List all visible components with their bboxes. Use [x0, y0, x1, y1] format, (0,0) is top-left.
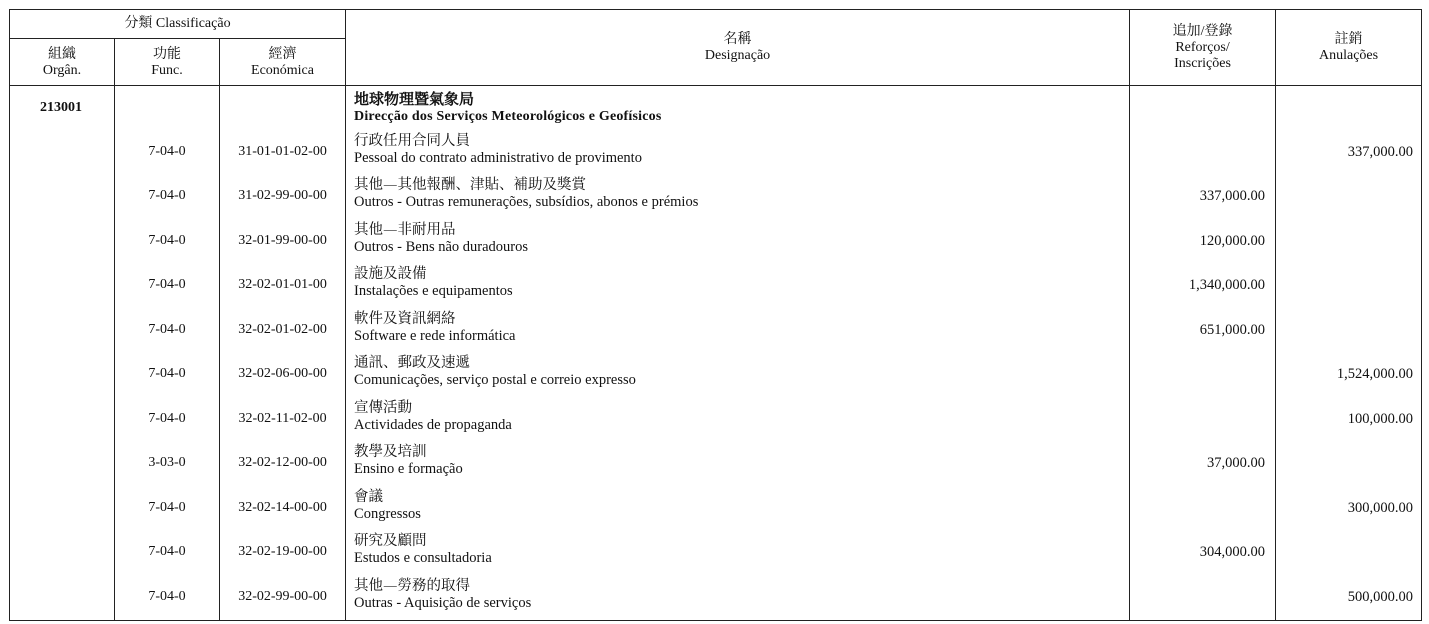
designation-zh: 設施及設備 [354, 266, 427, 282]
reinforcement-cell [1130, 398, 1276, 443]
cancellation-cell [1276, 442, 1422, 487]
designation-pt: Outras - Aquisição de serviços [354, 594, 532, 611]
cancellation-header [1276, 10, 1422, 86]
function-code: 7-04-0 [148, 410, 186, 426]
department-name-zh: 地球物理暨氣象局 [354, 90, 475, 108]
designation-zh: 會議 [354, 488, 384, 505]
function-code: 7-04-0 [148, 277, 186, 292]
designation-pt: Instalações e equipamentos [354, 283, 513, 299]
economic-header-zh: 經濟 [268, 47, 297, 62]
function-cell [115, 131, 220, 176]
reinforcement-cell [1130, 442, 1276, 487]
economic-cell [220, 353, 346, 398]
table-body [10, 86, 1422, 621]
reinforcement-amount: 1,340,000.00 [1188, 277, 1266, 293]
department-code: 213001 [40, 100, 82, 115]
designation-zh: 行政任用合同人員 [354, 132, 471, 149]
economic-code: 31-01-01-02-00 [238, 143, 327, 159]
function-code: 7-04-0 [148, 499, 186, 515]
reinforcement-amount: 120,000.00 [1199, 232, 1266, 249]
designation-header [346, 10, 1130, 86]
reinforcement-amount [1130, 398, 1265, 411]
economic-cell [220, 86, 346, 131]
designation-cell [346, 309, 1130, 354]
function-cell [115, 531, 220, 576]
designation-pt: Pessoal do contrato administrativo de provimento [354, 149, 642, 166]
reinforcement-cell [1130, 131, 1276, 176]
economic-cell [220, 487, 346, 532]
economic-code: 31-02-99-00-00 [238, 188, 327, 203]
cancellation-amount [1276, 175, 1413, 188]
function-cell [115, 220, 220, 265]
designation-cell [346, 442, 1130, 487]
designation-pt: Ensino e formação [354, 461, 463, 477]
economic-code: 32-02-01-02-00 [238, 321, 327, 337]
designation-cell [346, 353, 1130, 398]
reinforcement-header [1130, 10, 1276, 86]
cancellation-cell [1276, 353, 1422, 398]
table-row [10, 220, 1422, 265]
table-row [10, 442, 1422, 487]
economic-cell [220, 576, 346, 621]
reinforcement-cell [1130, 264, 1276, 309]
cancellation-cell [1276, 264, 1422, 309]
function-code: 7-04-0 [148, 588, 186, 604]
cancellation-amount [1276, 531, 1413, 544]
reinforcement-cell [1130, 353, 1276, 398]
reinforcement-cell [1130, 86, 1276, 131]
reinforcement-cell [1130, 487, 1276, 532]
table-row [10, 398, 1422, 443]
organ-cell [10, 131, 115, 176]
table-row [10, 531, 1422, 576]
organ-cell [10, 353, 115, 398]
function-header [115, 39, 220, 86]
function-cell [115, 175, 220, 220]
reinforcement-cell [1130, 309, 1276, 354]
reinforcement-amount [1130, 576, 1265, 589]
function-cell [115, 442, 220, 487]
cancellation-amount: 500,000.00 [1347, 588, 1414, 605]
cancellation-amount [1276, 309, 1413, 322]
designation-cell [346, 175, 1130, 220]
designation-pt: Comunicações, serviço postal e correio expresso [354, 372, 636, 388]
designation-pt: Software e rede informática [354, 327, 516, 344]
designation-zh: 其他—其他報酬、津貼、補助及獎賞 [354, 177, 587, 193]
cancellation-header-zh: 註銷 [1334, 31, 1363, 47]
reinforcement-header-zh: 追加/登錄 [1172, 23, 1233, 39]
economic-cell [220, 264, 346, 309]
economic-cell [220, 398, 346, 443]
table-row [10, 576, 1422, 621]
economic-code: 32-02-99-00-00 [238, 588, 327, 604]
organ-cell [10, 175, 115, 220]
function-code: 3-03-0 [148, 455, 186, 470]
economic-header-pt: Económica [251, 63, 314, 78]
designation-cell [346, 86, 1130, 131]
organ-cell [10, 398, 115, 443]
cancellation-amount [1276, 264, 1413, 277]
reinforcement-amount: 37,000.00 [1207, 455, 1266, 471]
reinforcement-amount [1130, 131, 1265, 144]
function-code: 7-04-0 [148, 232, 186, 248]
reinforcement-amount [1130, 487, 1265, 500]
cancellation-amount: 1,524,000.00 [1336, 366, 1414, 382]
designation-cell [346, 398, 1130, 443]
economic-cell [220, 220, 346, 265]
designation-cell [346, 220, 1130, 265]
table-row [10, 131, 1422, 176]
cancellation-amount [1276, 442, 1413, 455]
designation-header-zh: 名稱 [723, 31, 752, 47]
cancellation-header-pt: Anulações [1318, 47, 1379, 63]
function-code: 7-04-0 [148, 143, 186, 159]
organ-header-zh: 組織 [48, 47, 76, 62]
designation-zh: 通訊、郵政及速遞 [354, 355, 471, 371]
designation-zh: 教學及培訓 [354, 444, 427, 460]
cancellation-amount [1276, 220, 1413, 233]
function-cell [115, 576, 220, 621]
function-cell [115, 264, 220, 309]
function-cell [115, 86, 220, 131]
economic-code: 32-01-99-00-00 [238, 232, 327, 248]
cancellation-amount: 300,000.00 [1347, 499, 1414, 516]
cancellation-cell [1276, 220, 1422, 265]
function-header-zh: 功能 [153, 47, 181, 62]
economic-cell [220, 309, 346, 354]
reinforcement-amount: 337,000.00 [1199, 188, 1266, 204]
reinforcement-cell [1130, 220, 1276, 265]
economic-code: 32-02-12-00-00 [238, 455, 327, 470]
table-row [10, 264, 1422, 309]
cancellation-cell [1276, 131, 1422, 176]
department-name-pt: Direcção dos Serviços Meteorológicos e Geofísicos [354, 109, 662, 124]
organ-cell [10, 220, 115, 265]
economic-code: 32-02-01-01-00 [238, 277, 327, 292]
reinforcement-header-pt2: Inscrições [1174, 55, 1231, 71]
designation-cell [346, 576, 1130, 621]
cancellation-cell [1276, 531, 1422, 576]
organ-header [10, 39, 115, 86]
economic-cell [220, 531, 346, 576]
classification-header: 分類 Classificação [10, 10, 346, 39]
reinforcement-header-pt1: Reforços/ [1175, 39, 1230, 55]
function-code: 7-04-0 [148, 188, 186, 203]
designation-cell [346, 264, 1130, 309]
economic-cell [220, 131, 346, 176]
cancellation-cell [1276, 576, 1422, 621]
reinforcement-cell [1130, 531, 1276, 576]
cancellation-cell [1276, 175, 1422, 220]
designation-zh: 宣傳活動 [354, 399, 413, 416]
economic-cell [220, 175, 346, 220]
designation-pt: Congressos [354, 505, 421, 522]
reinforcement-cell [1130, 175, 1276, 220]
reinforcement-amount: 304,000.00 [1199, 544, 1266, 560]
designation-pt: Actividades de propaganda [354, 416, 512, 433]
designation-cell [346, 487, 1130, 532]
cancellation-amount: 337,000.00 [1347, 143, 1414, 160]
function-cell [115, 353, 220, 398]
table-header [10, 10, 1422, 86]
cancellation-cell [1276, 487, 1422, 532]
cancellation-cell [1276, 86, 1422, 131]
function-cell [115, 398, 220, 443]
economic-code: 32-02-19-00-00 [238, 544, 327, 559]
organ-cell [10, 487, 115, 532]
organ-cell [10, 309, 115, 354]
organ-cell [10, 86, 115, 131]
budget-table [9, 9, 1422, 621]
reinforcement-amount: 651,000.00 [1199, 321, 1266, 338]
designation-header-pt: Designação [704, 47, 771, 63]
function-cell [115, 487, 220, 532]
organ-cell [10, 576, 115, 621]
function-code: 7-04-0 [148, 321, 186, 337]
organ-cell [10, 264, 115, 309]
table-row [10, 175, 1422, 220]
table-row [10, 487, 1422, 532]
cancellation-amount: 100,000.00 [1347, 410, 1414, 427]
designation-pt: Estudos e consultadoria [354, 550, 492, 566]
function-code: 7-04-0 [148, 366, 186, 381]
economic-header [220, 39, 346, 86]
cancellation-cell [1276, 398, 1422, 443]
table-row [10, 309, 1422, 354]
organ-header-pt: Orgân. [42, 63, 82, 78]
economic-code: 32-02-06-00-00 [238, 366, 327, 381]
designation-cell [346, 131, 1130, 176]
table-row [10, 353, 1422, 398]
function-header-pt: Func. [151, 63, 183, 78]
function-code: 7-04-0 [148, 544, 186, 559]
department-row [10, 86, 1422, 131]
designation-zh: 其他—非耐用品 [354, 221, 456, 238]
organ-cell [10, 442, 115, 487]
organ-cell [10, 531, 115, 576]
designation-zh: 研究及顧問 [354, 533, 427, 549]
economic-code: 32-02-14-00-00 [238, 499, 327, 515]
economic-cell [220, 442, 346, 487]
designation-cell [346, 531, 1130, 576]
reinforcement-amount [1130, 353, 1265, 366]
designation-zh: 其他—勞務的取得 [354, 577, 471, 594]
designation-zh: 軟件及資訊網絡 [354, 310, 456, 327]
cancellation-cell [1276, 309, 1422, 354]
designation-pt: Outros - Bens não duradouros [354, 238, 529, 255]
function-cell [115, 309, 220, 354]
designation-pt: Outros - Outras remunerações, subsídios, abonos e prémios [354, 194, 699, 210]
reinforcement-cell [1130, 576, 1276, 621]
economic-code: 32-02-11-02-00 [238, 410, 327, 426]
